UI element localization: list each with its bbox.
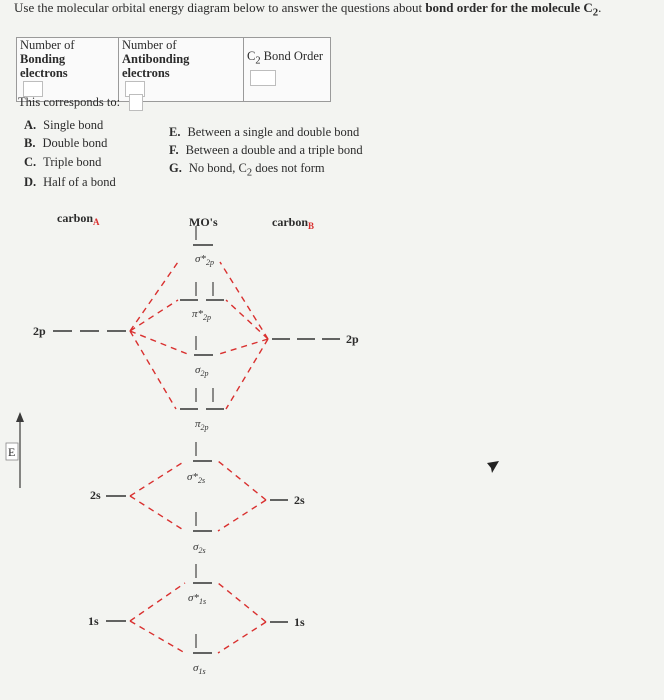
cursor-icon — [487, 461, 501, 475]
right-2s-label: 2s — [294, 493, 305, 507]
pi-star-2p-label: $\pi*_{2p}$ — [192, 308, 212, 322]
question-intro: Use the molecular orbital energy diagram below to answer the questions about — [14, 0, 426, 15]
option-letter: F. — [169, 143, 179, 157]
option-letter: A. — [24, 118, 37, 132]
question-bold: bond order for the molecule C — [425, 0, 593, 15]
option-letter: C. — [24, 155, 37, 169]
sigma-star-1s-label: $\sigma*_{1s}$ — [188, 592, 207, 606]
option-text: Triple bond — [43, 155, 102, 169]
sigma-2s-label: $\sigma_{2s}$ — [193, 541, 206, 555]
option-text: No bond, C — [188, 161, 247, 175]
right-2p-label: 2p — [346, 332, 359, 346]
option-g-tail: does not form — [252, 161, 325, 175]
carbon-a-header: carbon$_A$ — [57, 211, 100, 227]
bond-order-c: C — [247, 49, 256, 64]
bond-order-sub: 2 — [255, 55, 261, 67]
antibonding-header-line2: Antibonding electrons — [122, 52, 190, 80]
option-text: Half of a bond — [43, 175, 116, 189]
energy-label: E — [8, 445, 16, 459]
bonding-header-line1: Number of — [20, 38, 75, 52]
option-letter: B. — [24, 136, 36, 150]
electron-slots — [196, 226, 213, 648]
right-1s-label: 1s — [294, 615, 305, 629]
sigma-star-2p-label: $\sigma*_{2p}$ — [195, 253, 214, 267]
option-text: Double bond — [42, 136, 108, 150]
arrow-up-icon — [16, 412, 24, 422]
sigma-2p-label: $\sigma_{2p}$ — [195, 364, 209, 378]
bond-order-label: Bond Order — [260, 49, 324, 64]
question-period: . — [598, 0, 602, 15]
option-letter: D. — [24, 175, 37, 189]
option-text: Single bond — [43, 118, 104, 132]
option-text: Between a single and double bond — [187, 125, 360, 139]
pi-2p-label: $\pi_{2p}$ — [195, 418, 209, 432]
sigma-star-2s-label: $\sigma*_{2s}$ — [187, 471, 206, 485]
left-1s-label: 1s — [88, 614, 99, 628]
option-letter: E. — [169, 125, 181, 139]
sigma-1s-label: $\sigma_{1s}$ — [193, 662, 206, 676]
correlation-lines — [130, 262, 268, 653]
left-2p-label: 2p — [33, 324, 46, 338]
bonding-header-line2: Bonding electrons — [20, 52, 68, 80]
option-letter: G. — [169, 161, 182, 175]
corresponds-label: This corresponds to: — [18, 95, 121, 109]
question-subscript: 2 — [592, 6, 599, 19]
left-2s-label: 2s — [90, 488, 101, 502]
mos-header: MO's — [189, 215, 218, 229]
option-text: Between a double and a triple bond — [185, 143, 363, 157]
carbon-b-header: carbon$_B$ — [272, 215, 315, 231]
antibonding-header-line1: Number of — [122, 38, 177, 52]
option-g-subscript: 2 — [246, 167, 253, 179]
